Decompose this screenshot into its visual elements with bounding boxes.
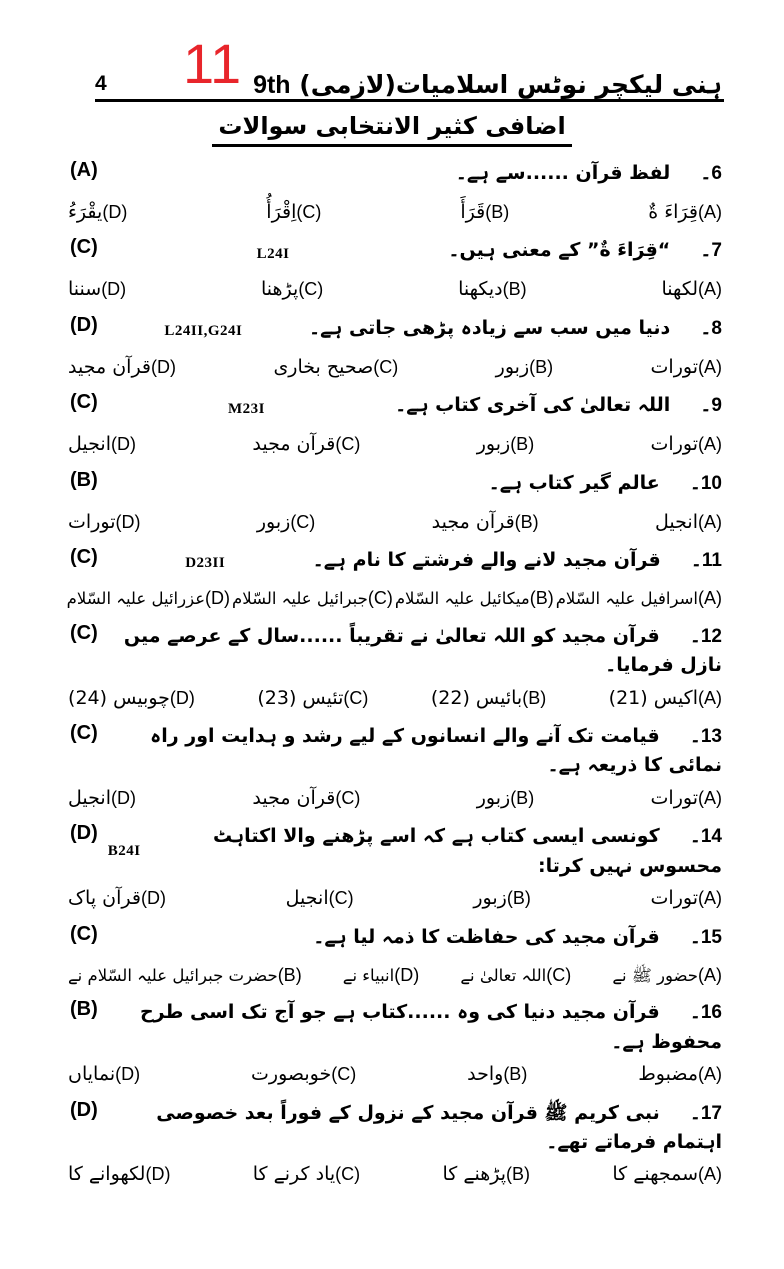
option-letter: (C) [331, 1064, 357, 1085]
question-block [0, 391, 784, 459]
option [249, 1059, 356, 1089]
option-letter: (D) [140, 888, 166, 909]
option [465, 1059, 527, 1089]
option-text: سمجھنے کا [612, 1163, 698, 1186]
answer-key: (C) [70, 545, 98, 568]
question-line [0, 822, 784, 881]
option [458, 197, 509, 227]
option-text: انجیل [68, 433, 111, 456]
option-text: زبور [256, 510, 291, 533]
option-text: یاد کرنے کا [252, 1163, 336, 1186]
option-letter: (A) [698, 434, 722, 455]
question-text: دنیا میں سب سے زیادہ پڑھی جاتی ہے۔ [308, 316, 671, 339]
question-number: 7۔ [700, 240, 722, 262]
options-row [0, 272, 784, 304]
option-text: خوبصورت [251, 1063, 332, 1086]
option [271, 352, 398, 382]
option-letter: (D) [115, 1064, 141, 1085]
questions-list [0, 147, 784, 1190]
option-letter: (B) [514, 511, 539, 532]
question-text-wrap [456, 159, 722, 188]
question-line [0, 159, 784, 195]
option [471, 883, 530, 913]
option-letter: (A) [698, 964, 722, 985]
question-number: 8۔ [700, 317, 722, 339]
option [649, 783, 722, 813]
option [66, 783, 136, 813]
option-text: نمایاں [68, 1063, 116, 1086]
option-letter: (B) [529, 587, 554, 608]
option-letter: (A) [698, 587, 722, 608]
option-letter: (D) [102, 202, 128, 222]
option [250, 429, 360, 459]
option [230, 584, 393, 613]
option-text: تورات [68, 510, 116, 533]
question-line [0, 923, 784, 959]
option-text: بائیس (22) [430, 686, 523, 709]
option-letter: (D) [151, 356, 177, 377]
question-number: 12۔ [689, 625, 722, 647]
option-text: اللہ تعالیٰ نے [460, 965, 547, 985]
option [653, 507, 722, 537]
options-row [0, 350, 784, 382]
question-line [0, 469, 784, 505]
section-title-wrap [0, 112, 784, 147]
option-text: قرآن مجید [68, 355, 152, 378]
option-text: انجیل [655, 510, 698, 533]
option-letter: (C) [298, 279, 324, 300]
question-block [0, 622, 784, 713]
options-row [0, 781, 784, 813]
option [66, 961, 302, 990]
option-text: تورات [650, 433, 698, 456]
option-letter: (C) [546, 964, 572, 985]
option-letter: (D) [394, 964, 420, 985]
question-text: قرآن مجید کو اللہ تعالیٰ نے تقریباً ......سال کے عرصے میں نازل فرمایا۔ [123, 624, 722, 677]
option-text: اسرافیل علیہ السّلام [555, 588, 698, 608]
question-text-wrap [395, 391, 722, 420]
options-row [0, 582, 784, 613]
option [646, 197, 722, 227]
question-text-wrap [489, 469, 722, 498]
option-text: تورات [650, 786, 698, 809]
question-number: 15۔ [689, 926, 722, 948]
option [66, 1059, 140, 1089]
option [475, 783, 534, 813]
option-letter: (B) [506, 1164, 531, 1185]
option [66, 274, 126, 304]
option-letter: (D) [111, 787, 136, 808]
question-text-wrap [118, 1099, 722, 1158]
option [250, 783, 360, 813]
option-text: حضرت جبرائیل علیہ السّلام نے [68, 965, 278, 985]
options-row [0, 1057, 784, 1089]
question-block [0, 822, 784, 913]
option-letter: (B) [529, 356, 554, 377]
option [649, 429, 722, 459]
option [66, 683, 195, 713]
option-letter: (C) [335, 787, 361, 808]
option [66, 507, 140, 537]
question-text-wrap [313, 923, 722, 952]
question-line [0, 391, 784, 427]
option-text: صحیح بخاری [273, 355, 374, 378]
question-tag: D23II [185, 555, 226, 572]
answer-key: (A) [70, 159, 98, 181]
question-block [0, 998, 784, 1089]
page-header [0, 0, 784, 102]
chapter-number: 11 [183, 32, 242, 95]
option [475, 429, 534, 459]
option [66, 883, 166, 913]
options-row [0, 427, 784, 459]
option-letter: (B) [510, 787, 535, 808]
question-text: قیامت تک آنے والے انسانوں کے لیے رشد و ہدایت اور راہ نمائی کا ذریعہ ہے۔ [150, 725, 722, 777]
option-text: میکائیل علیہ السّلام [394, 588, 530, 608]
question-line [0, 622, 784, 681]
question-tag: L24II,G24I [164, 323, 243, 340]
question-text-wrap [313, 546, 722, 575]
option [636, 1059, 722, 1089]
question-text-wrap [118, 722, 722, 781]
option-text: لکھوانے کا [68, 1163, 146, 1186]
options-row [0, 1157, 784, 1189]
header-title-urdu: ہنی لیکچر نوٹس اسلامیات(لازمی) [299, 70, 722, 99]
option-letter: (A) [698, 1064, 722, 1085]
option-letter: (A) [698, 279, 722, 300]
question-number: 14۔ [689, 826, 722, 848]
question-block [0, 1099, 784, 1190]
option-letter: (C) [373, 356, 399, 377]
option-text: اِقْرَأُ [266, 201, 297, 223]
answer-key: (C) [70, 236, 98, 259]
option-letter: (A) [698, 888, 722, 909]
option [607, 683, 722, 713]
question-text: کونسی ایسی کتاب ہے کہ اسے پڑھنے والا اکتاہٹ محسوس نہیں کرتا: [212, 825, 722, 877]
option-letter: (C) [335, 1164, 361, 1185]
option [430, 507, 539, 537]
option [255, 507, 315, 537]
option [393, 584, 554, 613]
option-letter: (D) [111, 434, 136, 455]
answer-key: (B) [70, 468, 98, 491]
question-text: “قِرَاءَ ةٌ” کے معنی ہیں۔ [448, 239, 671, 262]
option-letter: (C) [367, 587, 393, 608]
option [341, 961, 419, 990]
question-number: 17۔ [689, 1102, 722, 1124]
question-text-wrap [151, 822, 722, 881]
option-text: تورات [650, 887, 698, 910]
options-row [0, 681, 784, 713]
question-text: قرآن مجید کی حفاظت کا ذمہ لیا ہے۔ [313, 925, 660, 948]
option-text: انجیل [68, 786, 111, 809]
question-line [0, 998, 784, 1057]
answer-key: (C) [70, 922, 98, 945]
question-number: 9۔ [700, 395, 722, 417]
answer-key: (C) [70, 621, 98, 644]
question-block [0, 314, 784, 382]
option-text: واحد [467, 1063, 504, 1086]
option-text: قَرَأَ [460, 201, 486, 223]
option [284, 883, 354, 913]
option-text: جبرائیل علیہ السّلام [232, 588, 368, 608]
question-line [0, 236, 784, 272]
question-block [0, 923, 784, 990]
option [610, 1159, 722, 1189]
question-number: 13۔ [689, 726, 722, 748]
option-letter: (A) [698, 787, 722, 808]
option-text: انجیل [285, 887, 329, 910]
page-number: 4 [95, 72, 107, 95]
header-divider [95, 99, 724, 102]
option-text: زبور [476, 433, 511, 456]
option-text: چوبیس (24) [68, 686, 170, 709]
option [66, 352, 176, 382]
answer-key: (C) [70, 391, 98, 414]
option-letter: (A) [698, 202, 722, 222]
option [251, 1159, 360, 1189]
option-letter: (A) [698, 511, 722, 532]
option-letter: (D) [115, 511, 141, 532]
question-number: 6۔ [700, 163, 722, 184]
option-text: حضور ﷺ نے [612, 965, 698, 985]
option-text: زبور [495, 355, 530, 378]
question-text: قرآن مجید لانے والے فرشتے کا نام ہے۔ [312, 548, 661, 571]
answer-key: (D) [70, 313, 98, 336]
question-line [0, 314, 784, 350]
question-line [0, 1099, 784, 1158]
question-text-wrap [118, 622, 722, 681]
question-block [0, 722, 784, 813]
question-number: 16۔ [689, 1002, 722, 1024]
option-letter: (B) [277, 964, 302, 985]
question-text-wrap [309, 314, 722, 343]
option [429, 683, 546, 713]
question-line [0, 722, 784, 781]
option-letter: (C) [335, 434, 361, 455]
option-text: قِرَاءَ ةٌ [648, 201, 698, 223]
question-text: لفظ قرآن ......سے ہے۔ [455, 162, 671, 184]
question-text-wrap [448, 236, 722, 265]
option [458, 961, 571, 990]
header-title [253, 70, 722, 100]
option-text: دیکھنا [458, 278, 503, 301]
option-text: مضبوط [638, 1063, 698, 1086]
option-text: پڑھنے کا [442, 1163, 507, 1186]
option-letter: (A) [698, 1164, 722, 1185]
option-letter: (B) [503, 1064, 528, 1085]
option-text: قرآن مجید [252, 786, 336, 809]
question-number: 11۔ [690, 549, 722, 571]
question-text: اللہ تعالیٰ کی آخری کتاب ہے۔ [395, 394, 671, 417]
option-text: قرآن مجید [252, 433, 336, 456]
option-text: انبیاء نے [342, 965, 395, 985]
option-text: قرآن پاک [68, 887, 141, 910]
option-letter: (C) [290, 511, 316, 532]
option-letter: (D) [101, 279, 127, 300]
option [494, 352, 553, 382]
question-text: نبی کریم ﷺ قرآن مجید کے نزول کے فوراً بعد خصوصی اہتمام فرماتے تھے۔ [156, 1101, 722, 1154]
option-text: تورات [650, 355, 698, 378]
answer-key: (D) [70, 822, 98, 845]
question-line [0, 546, 784, 582]
option [610, 961, 722, 990]
option-text: عزرائیل علیہ السّلام [66, 588, 206, 608]
question-tag: L24I [256, 245, 290, 262]
options-row [0, 959, 784, 990]
option-letter: (A) [698, 687, 722, 708]
option [65, 584, 230, 613]
option-text: زبور [476, 786, 511, 809]
option [255, 683, 368, 713]
options-row [0, 195, 784, 227]
answer-key: (C) [70, 722, 98, 745]
question-block [0, 469, 784, 537]
grade-label: 9th [253, 71, 291, 99]
option-letter: (D) [205, 587, 231, 608]
option [659, 274, 722, 304]
option-text: اکیس (21) [608, 686, 698, 709]
option-letter: (B) [502, 279, 527, 300]
answer-key: (D) [70, 1098, 98, 1121]
option-letter: (B) [522, 687, 547, 708]
option-letter: (D) [145, 1164, 171, 1185]
section-title: اضافی کثیر الانتخابی سوالات [212, 112, 571, 147]
question-tag: B24I [107, 843, 141, 860]
option-text: لکھنا [661, 278, 698, 301]
question-block [0, 546, 784, 613]
question-text-wrap [118, 998, 722, 1057]
option [66, 197, 127, 227]
option-text: تئیس (23) [257, 686, 344, 709]
option [649, 883, 722, 913]
options-row [0, 505, 784, 537]
question-block [0, 236, 784, 304]
answer-key: (B) [70, 998, 98, 1021]
option-letter: (C) [343, 687, 369, 708]
question-text: قرآن مجید دنیا کی وہ ......کتاب ہے جو آج تک اسی طرح محفوظ ہے۔ [139, 1001, 722, 1053]
option [649, 352, 722, 382]
option [259, 274, 323, 304]
option-letter: (C) [328, 888, 354, 909]
option-text: پڑھنا [260, 278, 299, 301]
options-row [0, 881, 784, 913]
option [554, 584, 722, 613]
option [264, 197, 321, 227]
option-text: سننا [68, 278, 102, 301]
option-text: قرآن مجید [431, 510, 515, 533]
question-block [0, 159, 784, 227]
option-letter: (D) [169, 687, 195, 708]
question-text: عالم گیر کتاب ہے۔ [488, 471, 660, 494]
option-letter: (B) [510, 434, 535, 455]
option-letter: (A) [698, 356, 722, 377]
option [66, 1159, 170, 1189]
option-letter: (B) [506, 888, 531, 909]
question-number: 10۔ [689, 472, 722, 494]
option-text: یقْرَءُ [68, 201, 103, 223]
question-tag: M23I [227, 400, 265, 417]
option [66, 429, 136, 459]
option-letter: (C) [296, 202, 322, 222]
option [440, 1159, 530, 1189]
option-text: زبور [473, 887, 507, 910]
option [456, 274, 527, 304]
option-letter: (B) [485, 202, 510, 222]
